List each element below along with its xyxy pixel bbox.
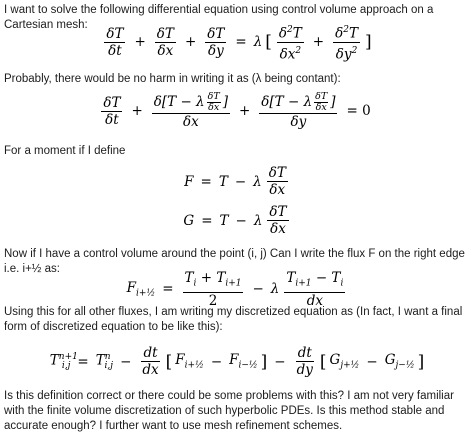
intro-paragraph: I want to solve the following differential equation using control volume approach on a Cartesian mesh: <box>4 4 434 31</box>
equation-3: F = T − λ $\frac{\delta T}{\delta x}$ <box>184 165 286 198</box>
closing-paragraph: Is this definition correct or there could be some problems with this? I am not very familiar with the finite volume discretization of such hyperbolic PDEs. Is this method stable and accurate enough? I further want to use mesh refinement schemes. <box>4 390 454 432</box>
equation-1: $\frac{\delta T}{\delta t}$ + $\frac{\delta T}{\delta x}$ + $\frac{\delta T}{\delta y}$ = λ [ $\frac{\delta^2T}{\delta x^2}$ + $\frac{\delta^2T}{\delta y^2}$ ] <box>0 22 474 62</box>
discretized-paragraph: Using this for all other fluxes, I am writing my discretized equation as (In fact, I want a final form of discretized equation to be like this): <box>4 306 463 333</box>
equation-4: G = T − λ $\frac{\delta T}{\delta x}$ <box>183 204 287 237</box>
define-paragraph: For a moment if I define <box>4 145 126 157</box>
equation-5: $F_{i+\frac{1}{2}}$ = $\frac{T_i + T_{i+1}}{2}$ − λ $\frac{T_{i+1} - T_i}{dx}$ <box>126 270 344 309</box>
equation-6: $T^{n+1}_{i,j}$ = $T^n_{i,j}$ − $\frac{dt}{dx}$ [ $F_{i+\frac{1}{2}}$ − $F_{i-\frac{1}{2}}$ ] − $\frac{dt}{dy}$ [ $G_{j+\frac{1}{2}}$ − $G_{j-\frac{1}{2}}$ ] <box>49 345 425 378</box>
rewrite-paragraph: Probably, there would be no harm in writing it as (λ being contant): <box>4 73 341 85</box>
equation-2: $\frac{\delta T}{\delta t}$ + δ[T − λ $\frac{\delta T}{\delta x}$ ] δx + δ[T − λ $\frac{\delta T}{\delta x}$ ] δy = 0 <box>103 91 371 130</box>
control-volume-paragraph: Now if I have a control volume around the point (i, j) Can I write the flux F on the right edge i.e. i+½ as: <box>4 248 465 275</box>
